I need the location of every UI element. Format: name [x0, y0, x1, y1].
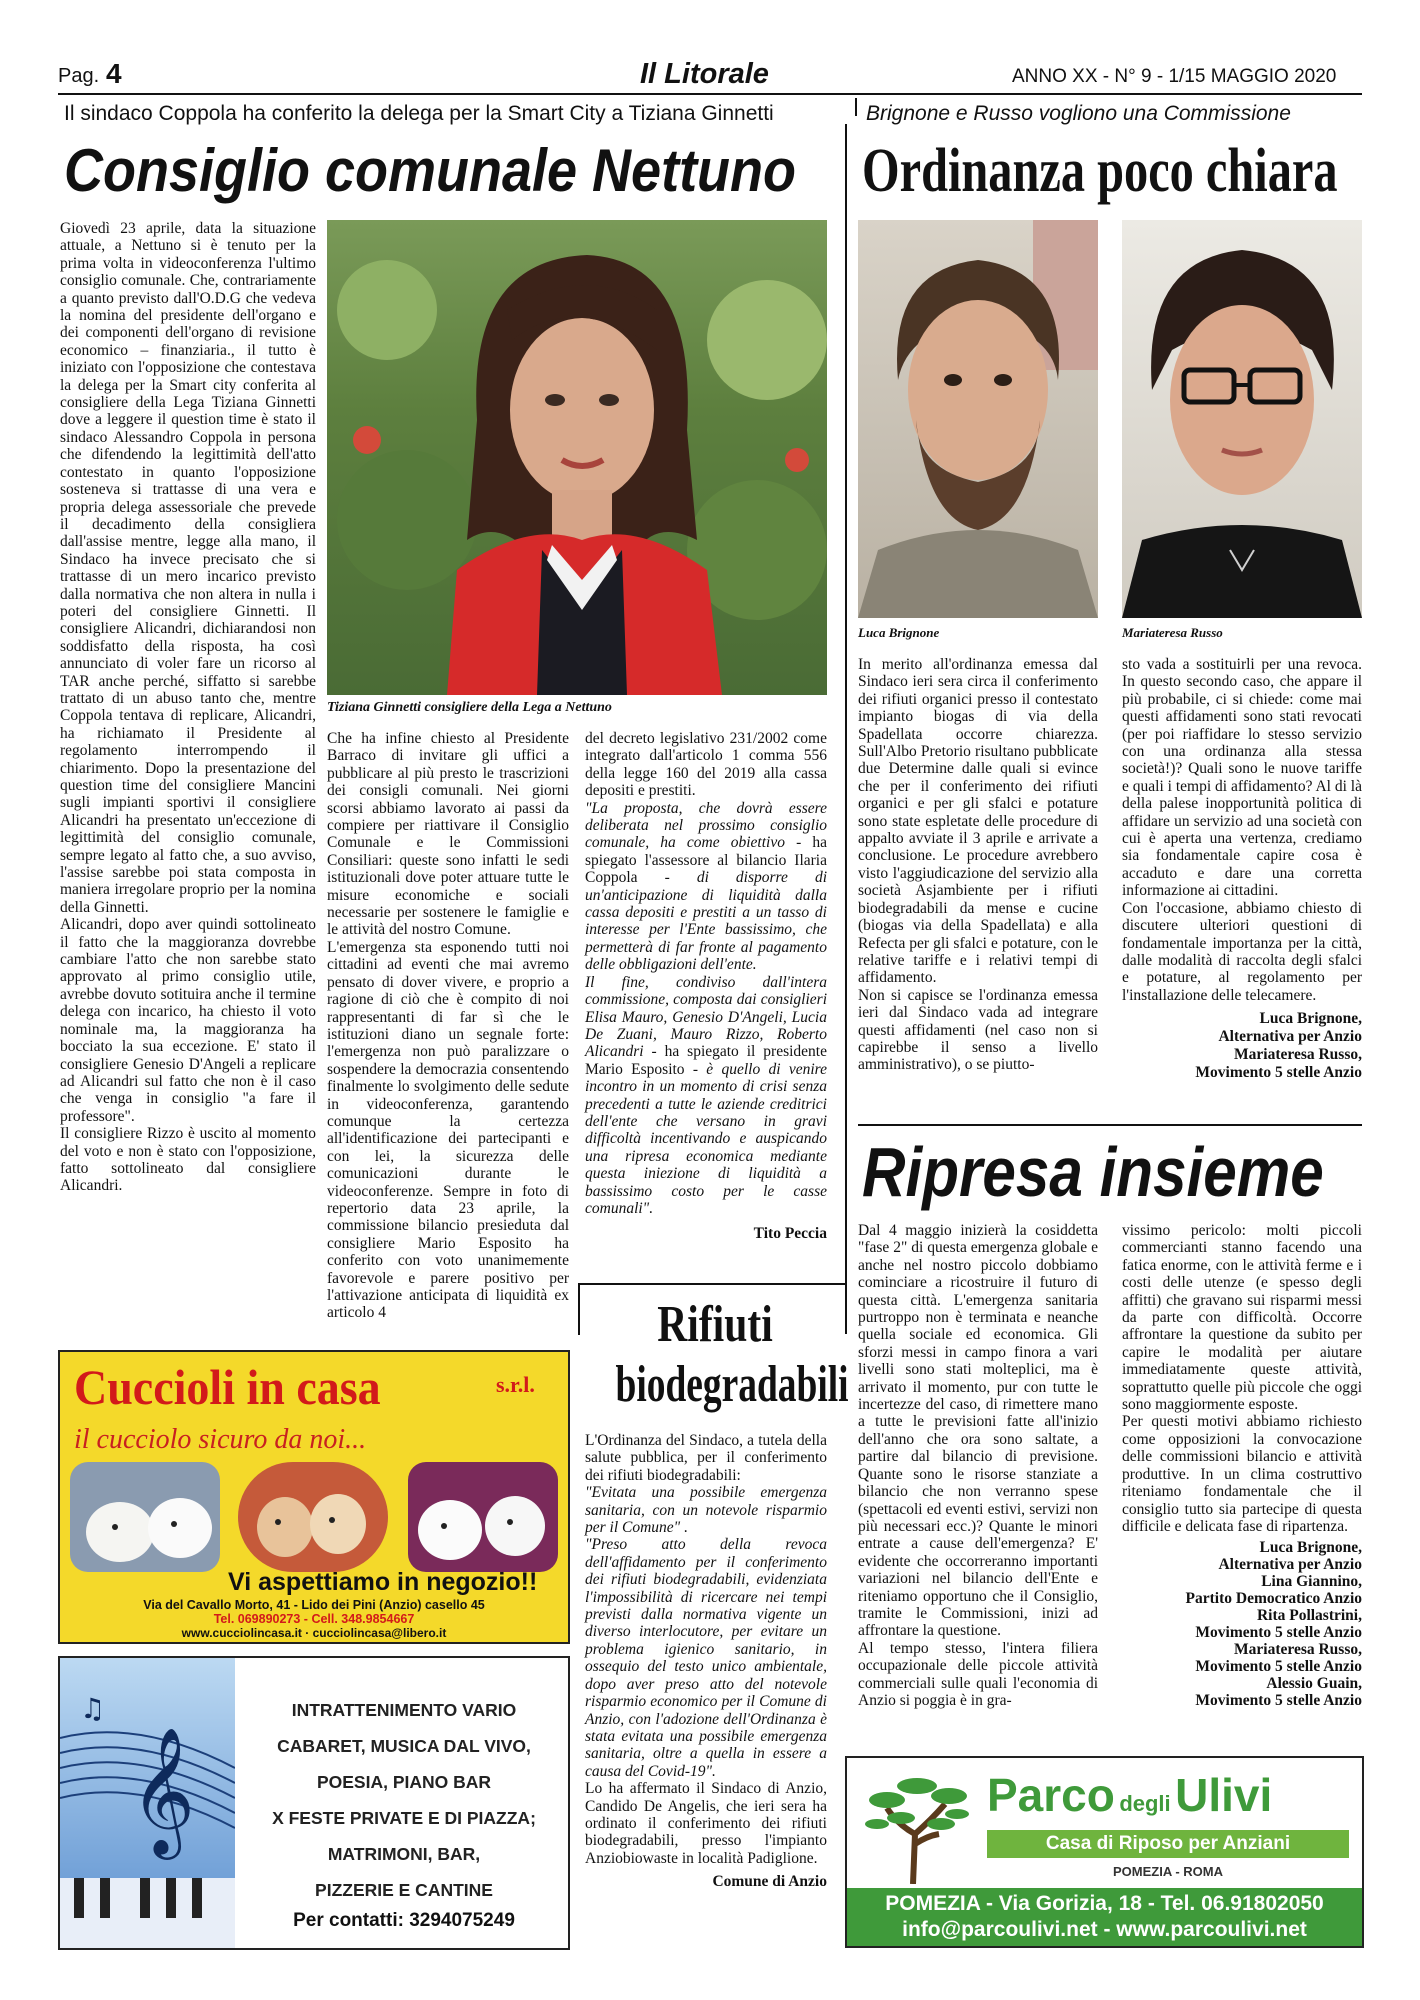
rifiuti-quote2: "Preso atto della revoca dell'affidamento per il conferimento dei rifiuti biodegradabili, evidenziata l'impossibilità di ricercare nei tempi previsti dalla normativa vigente un diverso interlocutore, per evitare un problema igienico sanitario, in ossequio del testo unico ambientale, dopo aver preso atto del notevole risparmio economico per il Comune di Anzio, con l'adozione dell'Ordinanza è stata evitata una possibile emergenza sanitaria, oltre a quella in essere a causa del Covid-19".	[585, 1536, 827, 1780]
right-kicker: Brignone e Russo vogliono una Commissione	[866, 102, 1291, 125]
music-lines	[250, 1692, 558, 1908]
issue-info: ANNO XX - N° 9 - 1/15 MAGGIO 2020	[1012, 66, 1337, 87]
ripresa-col1-par1: Dal 4 maggio inizierà la cosiddetta "fase 2" di questa emergenza globale e anche nel nostro piccolo dobbiamo cominciare a ricostruire il futuro di questa città. L'emergenza sanitaria purtroppo non è terminata e neanche quella sociale ed economica. Gli sforzi messi in campo finora a vari livelli sono stati molteplici, ma è arrivato il momento, pur con tutte le incertezze del caso, di rimettere mano a tutte le previsioni fatte all'inizio dell'anno che ora sono saltate, a partire dal bilancio di previsione. Quante sono le risorse stanziate a bilancio che non verranno spese (spettacoli ed eventi estivi, servizi non più necessari ecc.)? Quante le minori entrate a cause dell'emergenza? E' evidente che occorreranno importanti variazioni nel bilancio dell'Ente e riteniamo opportuno che il Consiglio, tramite le Commissioni, inizi ad affrontare la questione.	[858, 1222, 1098, 1640]
cuccioli-title: Cuccioli in casa	[74, 1359, 381, 1415]
ripresa-top-rule	[858, 1124, 1362, 1126]
music-line-5: MATRIMONI, BAR,	[327, 1844, 481, 1864]
parco-footer	[847, 1888, 1362, 1946]
right-headline: Ordinanza poco chiara	[862, 137, 1338, 205]
ripresa-col2-par2: Per questi motivi abbiamo richiesto come opposizioni la convocazione delle commissioni bilancio e attività produttive. In un clima costruttivo riteniamo fondamentale che il consiglio tutto sia partecipe di questa difficile e delicata fase di ripartenza.	[1122, 1413, 1362, 1535]
ripresa-headline: Ripresa insieme	[862, 1133, 1324, 1211]
brignone-illustration	[858, 220, 1098, 618]
cuccioli-suffix: s.r.l.	[496, 1372, 535, 1397]
parco-place: POMEZIA - ROMA	[1112, 1864, 1223, 1879]
ginnetti-photo	[327, 220, 827, 695]
rifiuti-author: Comune di Anzio	[712, 1873, 827, 1891]
left-col3-par1: del decreto legislativo 231/2002 come integrato dall'articolo 1 comma 556 della legge 160 del 2019 alla cassa depositi e prestiti.	[585, 730, 827, 800]
rifiuti-headline-2: biodegradabili	[615, 1356, 849, 1413]
ad-parco-ulivi[interactable]	[845, 1756, 1364, 1948]
music-contact: Per contatti: 3294075249	[293, 1910, 515, 1931]
masthead-rule	[58, 93, 1362, 95]
right-column-2	[1122, 656, 1362, 1082]
page-number: 4	[106, 58, 122, 89]
rifiuti-quote1: "Evitata una possibile emergenza sanitaria, con un notevole risparmio per il Comune" .	[585, 1484, 827, 1537]
left-column-2	[327, 730, 569, 1322]
music-line-2: CABARET, MUSICA DAL VIVO,	[277, 1736, 531, 1756]
ripresa-column-1	[858, 1222, 1098, 1709]
russo-caption: Mariateresa Russo	[1122, 625, 1223, 640]
left-col1-par2: Alicandri, dopo aver quindi sottolineato il fatto che la maggioranza dovrebbe cambiare l'atto che non sarebbe stato approvato al primo consiglio utile, avrebbe dovuto sotituira anche il termine delega con incarico, ha chiesto il voto nominale ma, la maggioranza ha bocciato la sua eccezione. E' stato il consigliere Genesio D'Angeli a replicare ad Alicandri sul fatto che non è il caso che venga in consiglio "a fare il professore".	[60, 916, 316, 1125]
parco-name	[987, 1768, 1272, 1822]
right-col1-par1: In merito all'ordinanza emessa dal Sindaco ieri sera circa il conferimento dei rifiuti organici presso il contestato impianto biogas di via della Spadellata occorre chiarezza. Sull'Albo Pretorio risultano pubblicate due Determine dalle quali si evince che per il conferimento dei rifiuti organici e per gli sfalci e potature sono state espletate delle procedure di appalto avviate il 3 aprile e arrivate a conclusione. Le procedure avrebbero visto l'aggiudicazione del servizio alla società Asjambiente per i rifiuti biodegradabili da mense e cucine (biogas via della Spadellata) e alla Refecta per gli sfalci e potature, con le relative tariffe e i relativi tempi di affidamento.	[858, 656, 1098, 987]
brignone-caption: Luca Brignone	[858, 625, 940, 640]
rifiuti-par1: L'Ordinanza del Sindaco, a tutela della salute pubblica, per il conferimento dei rifiuti biodegradabili:	[585, 1432, 827, 1484]
ripresa-column-2	[1122, 1222, 1362, 1709]
parco-name-c: Ulivi	[1175, 1769, 1273, 1821]
ripresa-col2-par1: vissimo pericolo: molti piccoli commercianti stanno facendo una fatica enorme, con le attività ferme e i costi delle utenze (e spesso degli affitti) che gravano sui risparmi messi da parte con difficoltà. Occorre affrontare la questione da subito per capire le modalità per aiutare immediatamente queste attività, soprattutto quelle più piccole che oggi sono maggiormente esposte.	[1122, 1222, 1362, 1414]
top-column-rule	[855, 98, 857, 116]
rifiuti-headline-1: Rifiuti	[657, 1296, 773, 1353]
left-author: Tito Peccia	[753, 1225, 827, 1243]
music-line-1: INTRATTENIMENTO VARIO	[291, 1700, 517, 1720]
music-line-3: POESIA, PIANO BAR	[316, 1772, 492, 1792]
puppies-photo	[70, 1462, 558, 1572]
right-signature: Luca Brignone, Alternativa per Anzio Mariateresa Russo, Movimento 5 stelle Anzio	[1195, 1010, 1362, 1082]
right-col2-par2: Con l'occasione, abbiamo chiesto di discutere ulteriori questioni di fondamentale importanza per la città, dalle modalità di raccolta degli sfalci e potature, al regolamento per l'installazione delle telecamere.	[1122, 899, 1362, 1004]
russo-photo	[1122, 220, 1362, 618]
parco-web: info@parcoulivi.net - www.parcoulivi.net	[902, 1918, 1307, 1941]
rifiuti-par2: Lo ha affermato il Sindaco di Anzio, Candido De Angelis, che ieri sera ha ordinato il conferimento dei rifiuti biodegradabili, presso l'impianto Anziobiowaste in località Padiglione.	[585, 1780, 827, 1867]
rifiuti-left-rule	[578, 1283, 580, 1335]
right-column-1	[858, 656, 1098, 1074]
rifiuti-column	[585, 1432, 827, 1891]
parco-name-b: degli	[1119, 1791, 1171, 1816]
portrait-illustration	[327, 220, 827, 695]
cuccioli-address: Via del Cavallo Morto, 41 - Lido dei Pini (Anzio) casello 45	[143, 1598, 485, 1612]
ad-cuccioli[interactable]	[58, 1350, 570, 1644]
olive-tree-logo	[857, 1764, 977, 1884]
ripresa-col1-par2: Al tempo stesso, l'intera filiera occupazionale delle piccole attività commerciali sulle quali l'economia di Anzio si poggia è in gra-	[858, 1639, 1098, 1709]
russo-illustration	[1122, 220, 1362, 618]
music-line-4: X FESTE PRIVATE E DI PIAZZA;	[272, 1808, 536, 1828]
left-col3-par2: "La proposta, che dovrà essere deliberata nel prossimo consiglio comunale, ha come obiettivo - ha spiegato l'assessore al bilancio Ilaria Coppola - di disporre di un'anticipazione di liquidità dalla cassa depositi e prestiti a un tasso di interesse per l'Ente bassissimo, che permetterà di far fronte al pagamento delle obbligazioni dell'ente.	[585, 799, 827, 974]
cuccioli-cta: Vi aspettiamo in negozio!!	[228, 1568, 538, 1596]
music-line-6: PIZZERIE E CANTINE	[315, 1880, 493, 1900]
left-col2-par2: L'emergenza sta esponendo tutti noi cittadini ad eventi che mai avremo pensato di dover vivere, e proprio a ragione di ciò che è compito di noi rappresentanti di far sì che le istituzioni diano un segnale forte: l'emergenza non può paralizzare o sospendere la democrazia consentendo finalmente lo svolgimento delle sedute in videoconferenza, garantendo comunque la certezza all'identificazione dei partecipanti e con lei, la sicurezza delle comunicazioni durante le videoconferenze. Sempre in foto di repertorio data 23 aprile, la commissione bilancio presieduta dal consigliere Mario Esposito ha conferito con voto unanimemente favorevole e parere positivo per l'attivazione anticipata di liquidità ex articolo 4	[327, 938, 569, 1322]
left-col2-par1: Che ha infine chiesto al Presidente Barraco di invitare gli uffici a pubblicare al più presto le trascrizioni dei consigli comunali. Nei giorni scorsi abbiamo lavorato ai passi da compiere per riattivare il Consiglio Comunale e le Commissioni Consiliari: queste sono infatti le sedi istituzionali dove poter attuare tutte le misure economiche e sociali necessarie per sostenere le famiglie e le attività del nostro Comune.	[327, 730, 569, 939]
cuccioli-slogan: il cucciolo sicuro da noi...	[74, 1424, 367, 1455]
puppies-illustration	[70, 1462, 558, 1572]
treble-clef-icon	[60, 1658, 235, 1948]
page-label: Pag.	[58, 65, 100, 87]
brignone-photo	[858, 220, 1098, 618]
paper-name: Il Litorale	[640, 58, 769, 90]
ripresa-signature: Luca Brignone, Alternativa per Anzio Lina Giannino, Partito Democratico Anzio Rita Pollastrini, Movimento 5 stelle Anzio Mariateresa Russo, Movimento 5 stelle Anzio Alessio Guain, Movimento 5 stelle Anzio	[1185, 1539, 1362, 1710]
parco-address: POMEZIA - Via Gorizia, 18 - Tel. 06.91802050	[885, 1892, 1324, 1915]
left-headline: Consiglio comunale Nettuno	[64, 137, 797, 204]
svg-text:𝄞: 𝄞	[130, 1726, 196, 1854]
cuccioli-web: www.cucciolincasa.it · cucciolincasa@libero.it	[181, 1626, 447, 1640]
svg-text:♫: ♫	[80, 1692, 106, 1725]
cuccioli-phones: Tel. 069890273 - Cell. 348.9854667	[213, 1612, 415, 1626]
parco-tagline: Casa di Riposo per Anziani	[987, 1830, 1349, 1858]
left-col1-par1: Giovedì 23 aprile, data la situazione attuale, a Nettuno si è tenuto per la prima volta in videoconferenza l'ultimo consiglio comunale. Che, contrariamente a quanto previsto dall'O.D.G che vedeva la nomina del presidente dell'organo e dei componenti dell'organo di revisione economico – finanziaria., il tutto è iniziato con l'opposizione che contestava la delega per la Smart city conferita al consigliere della Lega Tiziana Ginnetti dove a leggere il question time è stato il sindaco Alessandro Coppola in persona che difendendo la legittimità dell'atto contestato in quanto l'opposizione sosteneva si trattasse di una vera e propria delega assessoriale che prevede il decadimento della consigliera dall'assise mentre, legge alla mano, il Sindaco ha invece precisato che si trattasse di un mero incarico previsto dalla normativa che non altera in nulla i poteri del consigliere Ginnetti. Il consigliere Alicandri, dichiarandosi non soddisfatto della risposta, ha così annunciato di voler fare un ricorso al TAR anche perché, siffatto si sarebbe trattato di un abuso tanto che, mentre Coppola tentava di replicare, Alicandri, ha richiamato il Presidente al regolamento interrompendo il chiarimento. Dopo la presentazione del question time del consigliere Mancini sugli impianti sportivi il consigliere Alicandri ha presentato un'eccezione di legittimità del consiglio comunale, sempre legato al fatto che, a suo avviso, l'assise sarebbe poi stata composta in maniera irregolare proprio per la nomina della Ginnetti.	[60, 220, 316, 916]
left-col3-par3: Il fine, condiviso dall'intera commissione, composta dai consiglieri Elisa Mauro, Genesio D'Angeli, Lucia De Zuani, Mauro Rizzo, Roberto Alicandri - ha spiegato il presidente Mario Esposito - è quello di venire incontro in un momento di crisi senza precedenti a tutte le aziende creditrici dell'ente che versano in gravi difficoltà incentivando e auspicando una ripresa economica mediante questa iniezione di liquidità a bassissimo costo per le casse comunali".	[585, 973, 827, 1217]
rifiuti-top-rule	[578, 1283, 846, 1285]
right-col1-par2: Non si capisce se l'ordinanza emessa ieri dal Sindaco vada ad integrare questi affidamenti (nel caso non si capirebbe il senso a livello amministrativo), o se piutto-	[858, 986, 1098, 1074]
ginnetti-caption: Tiziana Ginnetti consigliere della Lega a Nettuno	[327, 700, 612, 715]
left-column-1	[60, 220, 316, 1195]
left-col1-par3: Il consigliere Rizzo è uscito al momento del voto e non è stato con l'opposizione, fatto sottolineato dal consigliere Alicandri.	[60, 1125, 316, 1195]
parco-name-a: Parco	[987, 1769, 1115, 1821]
center-column-rule	[845, 124, 847, 1334]
left-column-3	[585, 730, 827, 1243]
olive-tree-icon	[857, 1764, 977, 1884]
right-col2-par1: sto vada a sostituirli per una revoca. In questo secondo caso, che appare il più probabile, ci si chiede: come mai questi affidamenti sono stati revocati (per poi riaffidare lo stesso servizio con una ordinanza alla stessa società!)? Quali sono le nuove tariffe e quali i tempi di affidamento? Al di là della palese inopportunità politica di affidare un servizio ad una società con cui è aperta una vertenza, crediamo sia fondamentale capire cosa è accaduto e dare una corretta informazione ai cittadini.	[1122, 656, 1362, 900]
music-illustration	[60, 1658, 235, 1948]
left-kicker: Il sindaco Coppola ha conferito la delega per la Smart City a Tiziana Ginnetti	[64, 102, 774, 125]
ad-music[interactable]	[58, 1656, 570, 1950]
